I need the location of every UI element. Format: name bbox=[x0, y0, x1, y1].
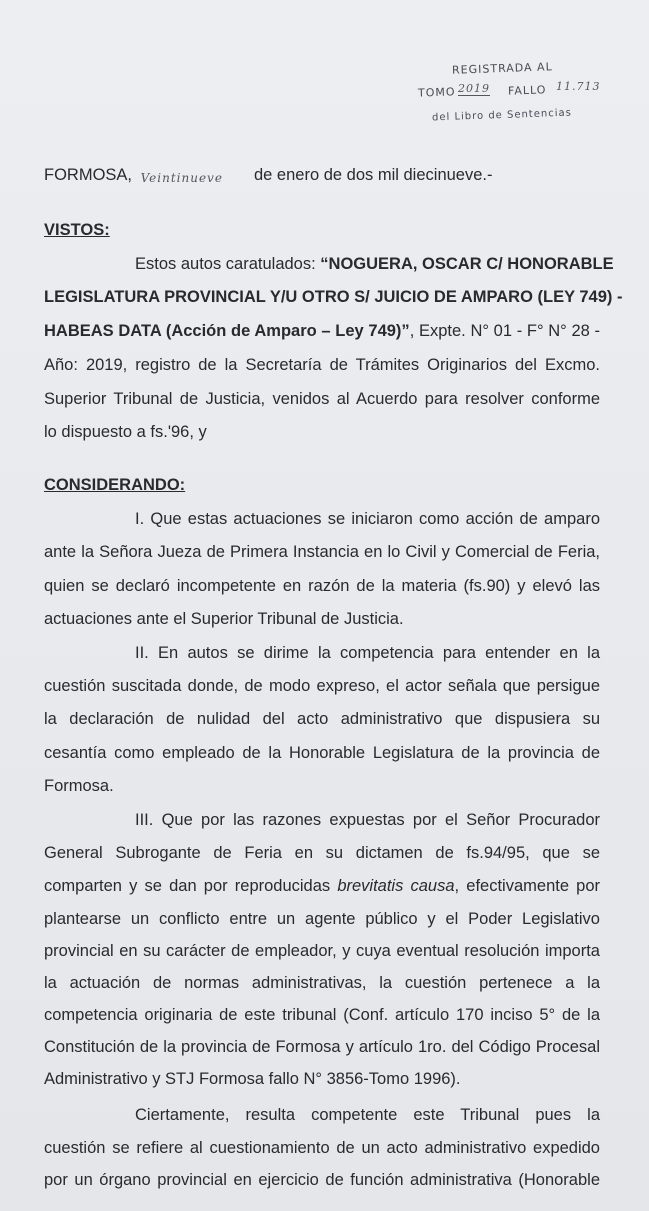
p3-line-7: competencia originaria de este tribunal (Conf. artículo 170 inciso 5° de la bbox=[44, 1006, 600, 1024]
date-day-handwritten: Veintinueve bbox=[140, 171, 223, 185]
stamp-tomo-label: TOMO bbox=[417, 85, 456, 100]
vistos-line-2 bbox=[44, 287, 623, 307]
p4-line-3: por un órgano provincial en ejercicio de función administrativa (Honorable bbox=[44, 1171, 600, 1189]
p2-line-3: la declaración de nulidad del acto administrativo que dispusiera su bbox=[44, 710, 600, 728]
vistos-caratula-1: “NOGUERA, OSCAR C/ HONORABLE bbox=[320, 255, 614, 273]
p3-line-6: la actuación de normas administrativas, la cuestión pertenece a la bbox=[44, 974, 600, 992]
p1-line-1: I. Que estas actuaciones se iniciaron como acción de amparo bbox=[135, 510, 600, 528]
p3-line-4: plantearse un conflicto entre un agente público y el Poder Legislativo bbox=[44, 910, 600, 928]
vistos-heading: VISTOS: bbox=[44, 221, 110, 239]
p3-line-2: General Subrogante de Feria en su dictamen de fs.94/95, que se bbox=[44, 844, 600, 862]
p1-line-2: ante la Señora Jueza de Primera Instancia en lo Civil y Comercial de Feria, bbox=[44, 543, 600, 561]
p2-line-2: cuestión suscitada donde, de modo expreso, el actor señala que persigue bbox=[44, 677, 600, 695]
p3-line-3 bbox=[44, 876, 600, 896]
vistos-caratula-2: LEGISLATURA PROVINCIAL Y/U OTRO S/ JUICIO DE AMPARO (LEY 749) - bbox=[44, 288, 623, 306]
p1-line-4: actuaciones ante el Superior Tribunal de Justicia. bbox=[44, 610, 404, 628]
vistos-caratula-3: HABEAS DATA (Acción de Amparo – Ley 749)” bbox=[44, 322, 410, 340]
p4-line-2: cuestión se refiere al cuestionamiento de un acto administrativo expedido bbox=[44, 1139, 600, 1157]
date-line bbox=[44, 165, 600, 186]
vistos-caratula-prefix: Estos autos caratulados: bbox=[135, 255, 316, 273]
stamp-fallo-label: FALLO bbox=[507, 83, 547, 98]
p1-line-3: quien se declaró incompetente en razón de la materia (fs.90) y elevó las bbox=[44, 577, 600, 595]
vistos-line-1 bbox=[135, 254, 614, 274]
date-rest: de enero de dos mil diecinueve.- bbox=[254, 166, 493, 184]
p2-line-1: II. En autos se dirime la competencia para entender en la bbox=[135, 644, 600, 662]
p3-line-8: Constitución de la provincia de Formosa y artículo 1ro. del Código Procesal bbox=[44, 1038, 600, 1056]
vistos-expte: , Expte. N° 01 - F° N° 28 - bbox=[409, 322, 601, 340]
stamp-libro: del Libro de Sentencias bbox=[431, 107, 573, 124]
considerando-heading: CONSIDERANDO: bbox=[44, 476, 186, 494]
p3-line-1: III. Que por las razones expuestas por el Señor Procurador bbox=[135, 811, 600, 829]
vistos-line-5: Superior Tribunal de Justicia, venidos al Acuerdo para resolver conforme bbox=[44, 390, 600, 408]
p3-text-a: comparten y se dan por reproducidas bbox=[44, 877, 331, 895]
p3-text-b: , efectivamente por bbox=[454, 877, 601, 895]
stamp-registrada: REGISTRADA AL bbox=[451, 60, 553, 77]
p3-line-9: Administrativo y STJ Formosa fallo N° 3856-Tomo 1996). bbox=[44, 1070, 461, 1088]
city: FORMOSA, bbox=[44, 166, 133, 184]
p2-line-4: cesantía como empleado de la Honorable Legislatura de la provincia de bbox=[44, 744, 600, 762]
p3-latin-phrase: brevitatis causa bbox=[337, 877, 455, 895]
p4-line-1: Ciertamente, resulta competente este Tribunal pues la bbox=[135, 1106, 600, 1124]
vistos-line-6: lo dispuesto a fs.'96, y bbox=[44, 423, 207, 441]
vistos-line-3 bbox=[44, 321, 600, 341]
p3-line-5: provincial en su carácter de empleador, y cuya eventual resolución importa bbox=[44, 942, 600, 960]
stamp-tomo-value: 2019 bbox=[458, 82, 490, 95]
vistos-line-4: Año: 2019, registro de la Secretaría de Trámites Originarios del Excmo. bbox=[44, 356, 600, 374]
p2-line-5: Formosa. bbox=[44, 777, 114, 795]
stamp-fallo-value: 11.713 bbox=[556, 80, 601, 93]
